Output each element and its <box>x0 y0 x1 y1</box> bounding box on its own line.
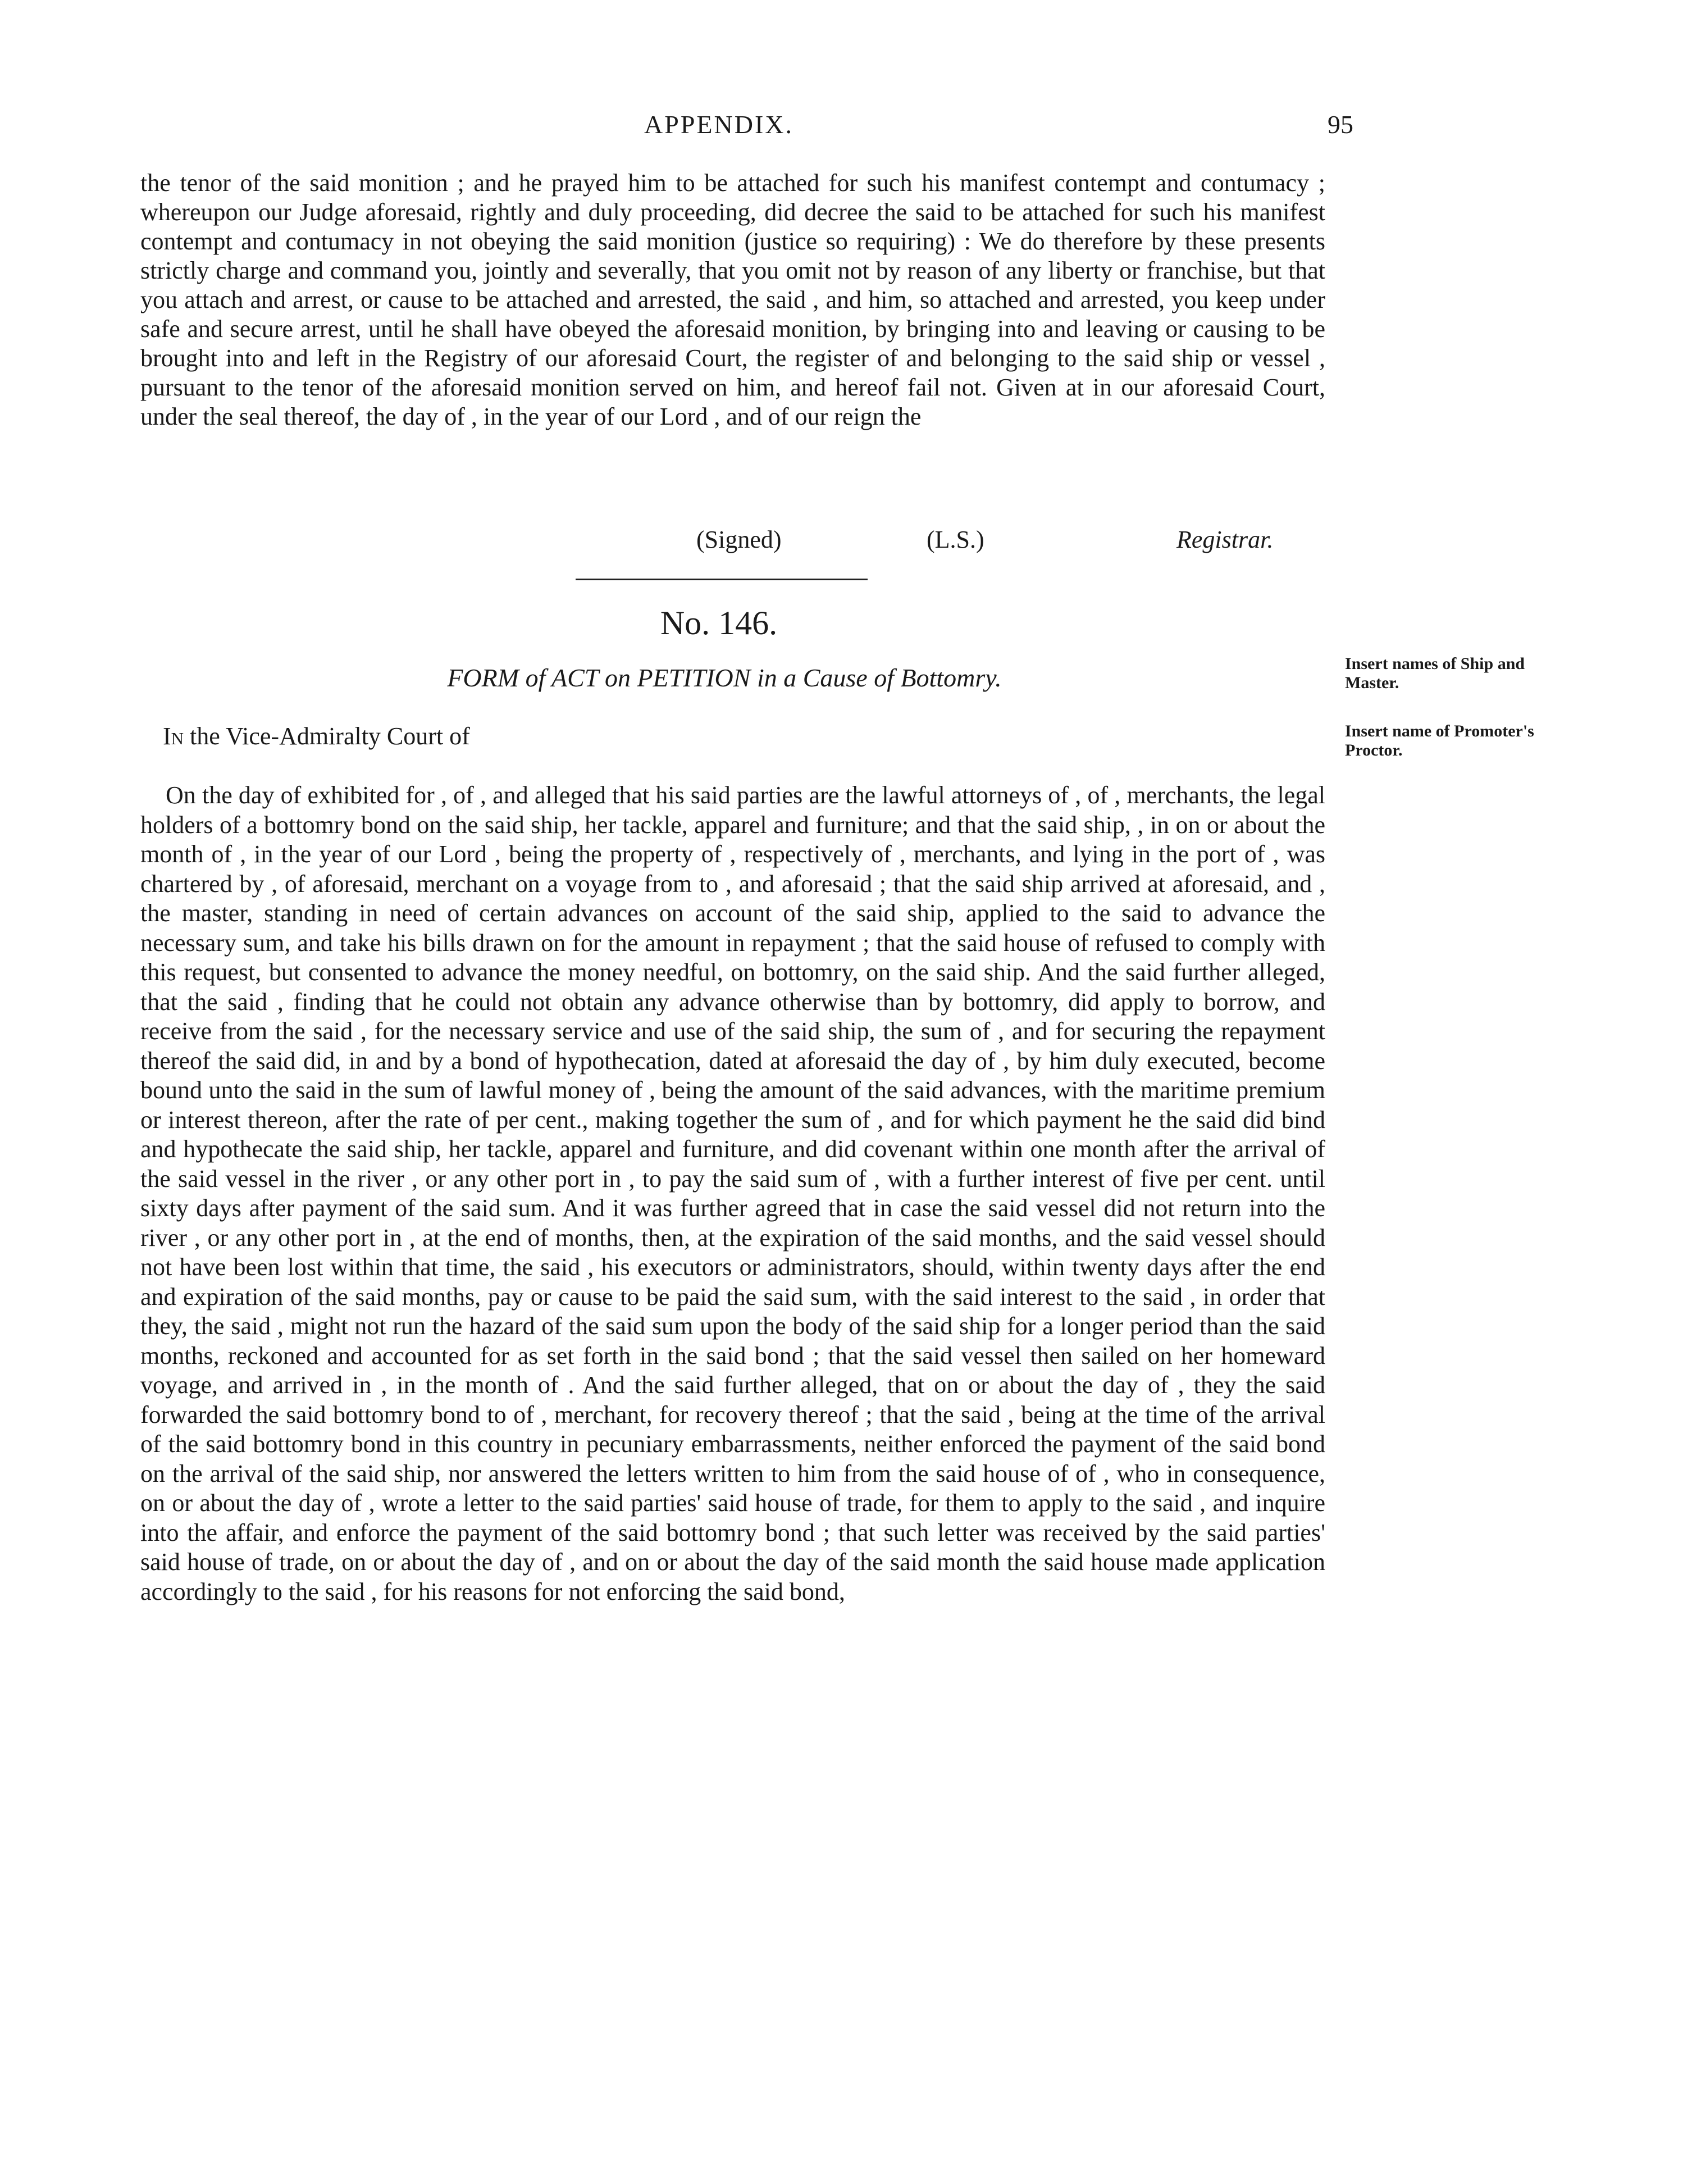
form-title: FORM of ACT on PETITION in a Cause of Bottomry. <box>447 663 1002 692</box>
signed-label: (Signed) <box>696 526 782 553</box>
court-heading-rest: the Vice-Admiralty Court of <box>184 722 470 750</box>
section-divider <box>576 579 868 580</box>
form-number: No. 146. <box>660 604 778 641</box>
running-header: APPENDIX. <box>644 110 793 139</box>
court-heading <box>163 722 470 750</box>
registrar-label: Registrar. <box>1176 526 1274 553</box>
margin-note-ship-master: Insert names of Ship and Master. <box>1345 654 1525 692</box>
margin-note-proctor: Insert name of Promoter's Proctor. <box>1345 722 1534 759</box>
court-heading-initial: In <box>163 722 184 750</box>
continuation-paragraph: the tenor of the said monition ; and he prayed him to be attached for such his manifest contempt and contumacy ; whereupon our Judge aforesaid, rightly and duly proceeding, did decree the said to be attached for such his manifest contempt and contumacy in not obeying the said monition (justice so requiring) : We do therefore by these presents strictly charge and command you, jointly and severally, that you omit not by reason of any liberty or franchise, but that you attach and arrest, or cause to be attached and arrested, the said , and him, so attached and arrested, you keep under safe and secure arrest, until he shall have obeyed the aforesaid monition, by bringing into and leaving or causing to be brought into and left in the Registry of our aforesaid Court, the register of and belonging to the said ship or vessel , pursuant to the tenor of the aforesaid monition served on him, and hereof fail not. Given at in our aforesaid Court, under the seal thereof, the day of , in the year of our Lord , and of our reign the <box>140 169 1325 430</box>
seal-label: (L.S.) <box>927 526 984 553</box>
page-number: 95 <box>1328 110 1353 139</box>
form-body-paragraph: On the day of exhibited for , of , and alleged that his said parties are the lawful attorneys of , of , merchants, the legal holders of a bottomry bond on the said ship, her tackle, apparel and furniture; and that the said ship, , in on or about the month of , in the year of our Lord , being the property of , respectively of , merchants, and lying in the port of , was chartered by , of aforesaid, merchant on a voyage from to , and aforesaid ; that the said ship arrived at aforesaid, and , the master, standing in need of certain advances on account of the said ship, applied to the said to advance the necessary sum, and take his bills drawn on for the amount in repayment ; that the said house of refused to comply with this request, but consented to advance the money needful, on bottomry, on the said ship. And the said further alleged, that the said , finding that he could not obtain any advance otherwise than by bottomry, did apply to borrow, and receive from the said , for the necessary service and use of the said ship, the sum of , and for securing the repayment thereof the said did, in and by a bond of hypothecation, dated at aforesaid the day of , by him duly executed, become bound unto the said in the sum of lawful money of , being the amount of the said advances, with the maritime premium or interest thereon, after the rate of per cent., making together the sum of , and for which payment he the said did bind and hypothecate the said ship, her tackle, apparel and furniture, and did covenant within one month after the arrival of the said vessel in the river , or any other port in , to pay the said sum of , with a further interest of five per cent. until sixty days after payment of the said sum. And it was further agreed that in case the said vessel did not return into the river , or any other port in , at the end of months, then, at the expiration of the said months, and the said vessel should not have been lost within that time, the said , his executors or administrators, should, within twenty days after the end and expiration of the said months, pay or cause to be paid the said sum, with the said interest to the said , in order that they, the said , might not run the hazard of the said sum upon the body of the said ship for a longer period than the said months, reckoned and accounted for as set forth in the said bond ; that the said vessel then sailed on her homeward voyage, and arrived in , in the month of . And the said further alleged, that on or about the day of , they the said forwarded the said bottomry bond to of , merchant, for recovery thereof ; that the said , being at the time of the arrival of the said bottomry bond in this country in pecuniary embarrassments, neither enforced the payment of the said bond on the arrival of the said ship, nor answered the letters written to him from the said house of of , who in consequence, on or about the day of , wrote a letter to the said parties' said house of trade, for them to apply to the said , and inquire into the affair, and enforce the payment of the said bottomry bond ; that such letter was received by the said parties' said house of trade, on or about the day of , and on or about the day of the said month the said house made application accordingly to the said , for his reasons for not enforcing the said bond, <box>140 781 1325 1605</box>
